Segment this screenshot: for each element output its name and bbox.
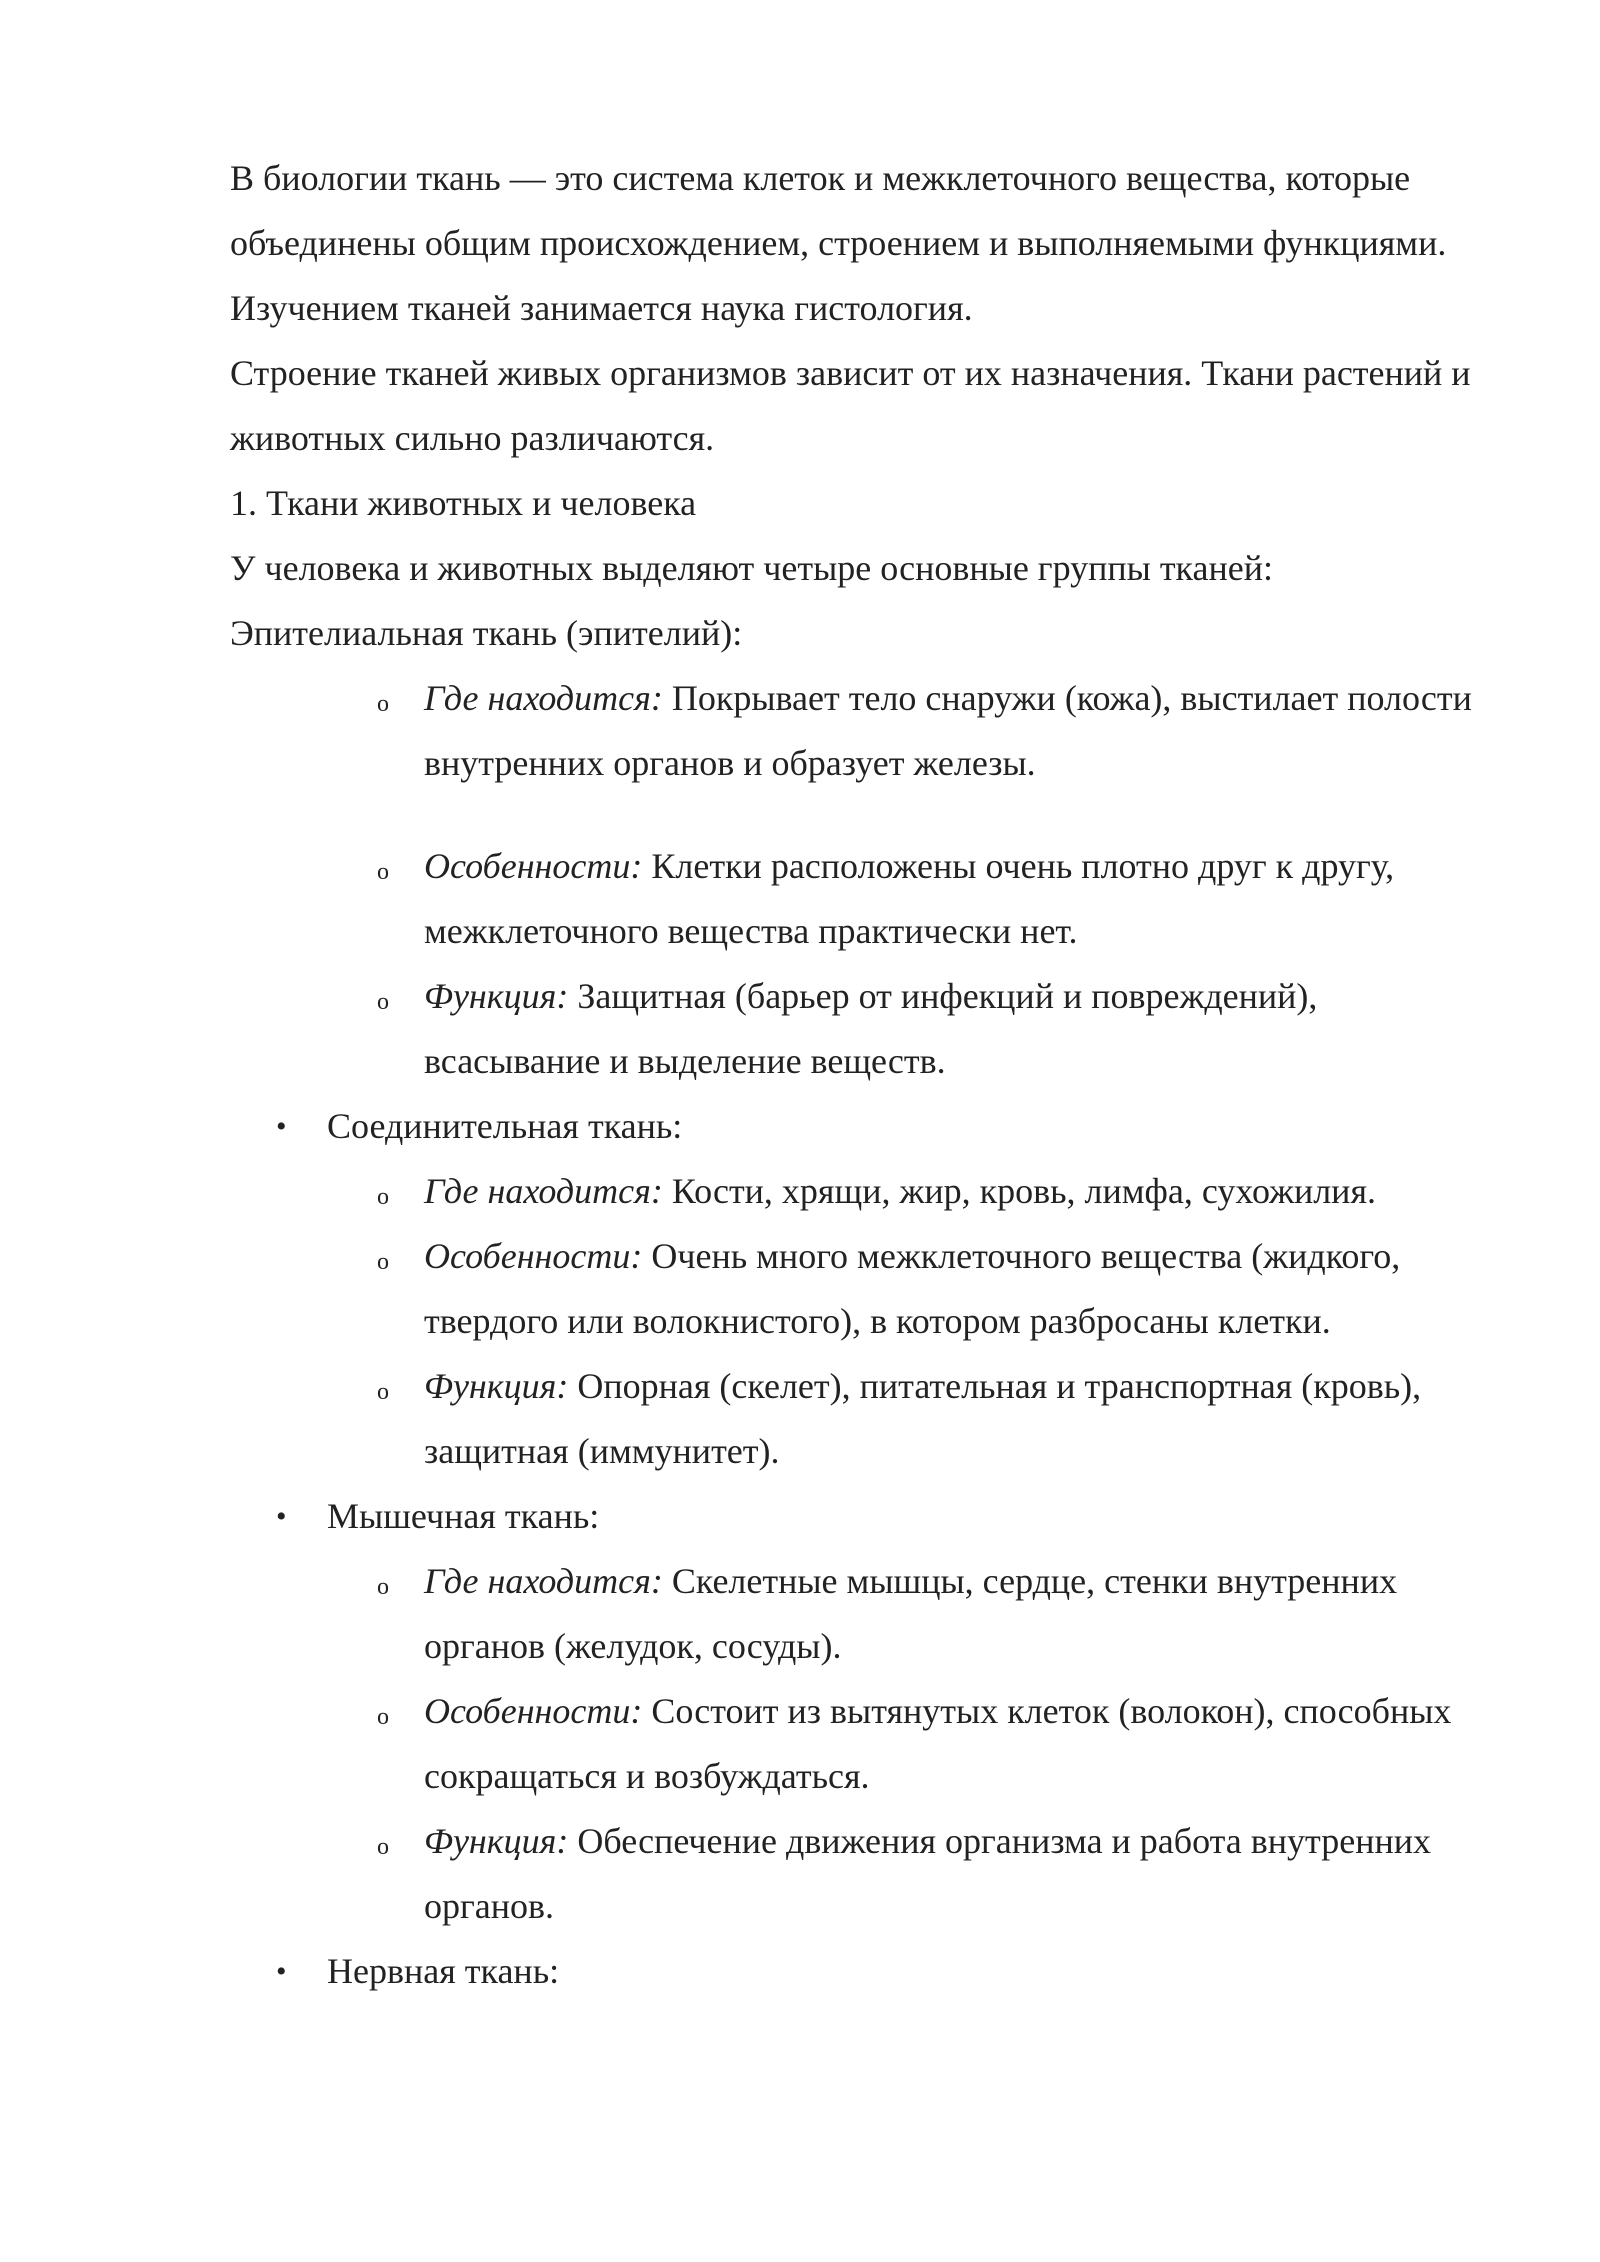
item-text: Обеспечение движения организма и работа внутренних органов.: [424, 1821, 1431, 1926]
list-item: [230, 1809, 1500, 1939]
circle-bullet-icon: o: [377, 691, 389, 717]
item-text: Опорная (скелет), питательная и транспортная (кровь), защитная (иммунитет).: [424, 1366, 1422, 1471]
list-item: [230, 1159, 1500, 1224]
intro-structure: Строение тканей живых организмов зависит от их назначения. Ткани растений и животных сильно различаются.: [230, 353, 1471, 458]
circle-bullet-icon: o: [377, 1834, 389, 1860]
item-text: Скелетные мышцы, сердце, стенки внутренних органов (желудок, сосуды).: [424, 1561, 1398, 1666]
item-text: Очень много межклеточного вещества (жидкого, твердого или волокнистого), в котором разбросаны клетки.: [424, 1236, 1401, 1341]
circle-bullet-icon: o: [377, 1249, 389, 1275]
circle-bullet-icon: o: [377, 1184, 389, 1210]
muscle-title: Мышечная ткань:: [327, 1496, 600, 1536]
list-item: [230, 1549, 1500, 1679]
item-label: Функция:: [424, 1366, 569, 1406]
epithelial-list: [230, 666, 1500, 1094]
list-item: [230, 964, 1500, 1094]
muscle-tissue-item: [230, 1484, 1500, 1549]
item-label: Особенности:: [424, 846, 643, 886]
item-label: Где находится:: [424, 678, 663, 718]
circle-bullet-icon: o: [377, 989, 389, 1015]
bullet-icon: •: [276, 1955, 287, 1988]
nervous-title: Нервная ткань:: [327, 1951, 560, 1991]
circle-bullet-icon: o: [377, 1574, 389, 1600]
item-text: Клетки расположены очень плотно друг к другу, межклеточного вещества практически нет.: [424, 846, 1395, 951]
item-label: Функция:: [424, 976, 569, 1016]
intro-definition: В биологии ткань — это система клеток и межклеточного вещества, которые объединены общим происхождением, строением и выполняемыми функциями.: [230, 158, 1447, 263]
bullet-icon: •: [276, 1110, 287, 1143]
item-label: Где находится:: [424, 1171, 663, 1211]
connective-title: Соединительная ткань:: [327, 1106, 683, 1146]
epithelial-title: Эпителиальная ткань (эпителий):: [230, 613, 743, 653]
item-label: Особенности:: [424, 1691, 643, 1731]
list-item: [230, 1679, 1500, 1809]
list-item: [230, 1354, 1500, 1484]
item-text: Покрывает тело снаружи (кожа), выстилает полости внутренних органов и образует железы.: [424, 678, 1472, 783]
item-text: Состоит из вытянутых клеток (волокон), способных сокращаться и возбуждаться.: [424, 1691, 1452, 1796]
circle-bullet-icon: o: [377, 859, 389, 885]
connective-tissue-item: [230, 1094, 1500, 1159]
intro-histology: Изучением тканей занимается наука гистология.: [230, 288, 973, 328]
list-item: [230, 666, 1500, 796]
circle-bullet-icon: o: [377, 1379, 389, 1405]
intro-groups: У человека и животных выделяют четыре основные группы тканей:: [230, 548, 1273, 588]
section-heading: 1. Ткани животных и человека: [230, 483, 697, 523]
item-label: Где находится:: [424, 1561, 663, 1601]
bullet-icon: •: [276, 1500, 287, 1533]
item-text: Защитная (барьер от инфекций и повреждений), всасывание и выделение веществ.: [424, 976, 1318, 1081]
document-body: [230, 146, 1500, 2004]
connective-list: [230, 1159, 1500, 1484]
item-label: Функция:: [424, 1821, 569, 1861]
item-text: Кости, хрящи, жир, кровь, лимфа, сухожилия.: [662, 1171, 1377, 1211]
list-item: [230, 834, 1500, 964]
item-label: Особенности:: [424, 1236, 643, 1276]
list-item: [230, 1224, 1500, 1354]
muscle-list: [230, 1549, 1500, 1939]
nervous-tissue-item: [230, 1939, 1500, 2004]
circle-bullet-icon: o: [377, 1704, 389, 1730]
